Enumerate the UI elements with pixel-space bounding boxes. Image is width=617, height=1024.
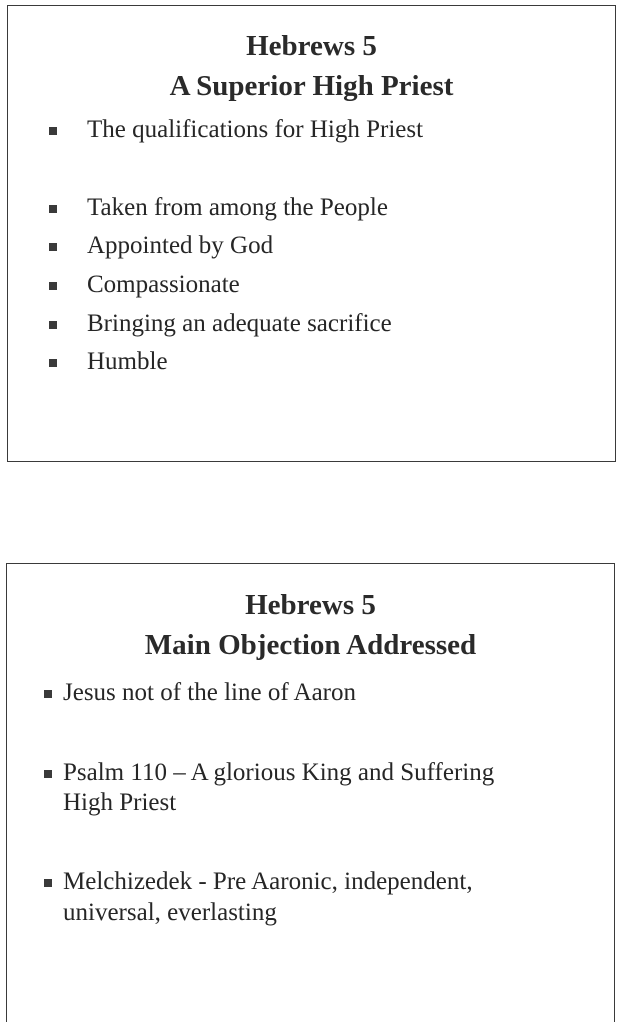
bullet-square-icon [49, 205, 57, 213]
bullet-text: Melchizedek - Pre Aaronic, independent, [63, 868, 473, 895]
bullet-text: Jesus not of the line of Aaron [63, 679, 357, 706]
bullet-text: Appointed by God [87, 232, 274, 259]
bullet-text: The qualifications for High Priest [87, 116, 424, 143]
bullet-text: Bringing an adequate sacrifice [87, 310, 392, 337]
bullet-text: Humble [87, 348, 168, 375]
slide-title-line-2: A Superior High Priest [169, 70, 454, 102]
bullet-text: Compassionate [87, 271, 240, 298]
slide-hebrews-superior-high-priest [7, 5, 616, 462]
bullet-text: Taken from among the People [87, 194, 388, 221]
bullet-square-icon [49, 359, 57, 367]
bullet-square-icon [49, 321, 57, 329]
bullet-text: universal, everlasting [63, 899, 277, 926]
slide-title [8, 26, 615, 106]
slide-title-line-2: Main Objection Addressed [144, 629, 477, 661]
bullet-text: Psalm 110 – A glorious King and Suffering [63, 759, 495, 786]
bullet-square-icon [44, 690, 52, 698]
bullet-text: High Priest [63, 789, 177, 816]
bullet-square-icon [49, 282, 57, 290]
slide-title [7, 585, 614, 665]
bullet-square-icon [44, 879, 52, 887]
bullet-square-icon [49, 127, 57, 135]
slide-title-line-1: Hebrews 5 [245, 589, 376, 621]
slide-hebrews-main-objection [6, 563, 615, 1022]
bullet-square-icon [44, 770, 52, 778]
slide-title-line-1: Hebrews 5 [246, 30, 377, 62]
bullet-square-icon [49, 243, 57, 251]
